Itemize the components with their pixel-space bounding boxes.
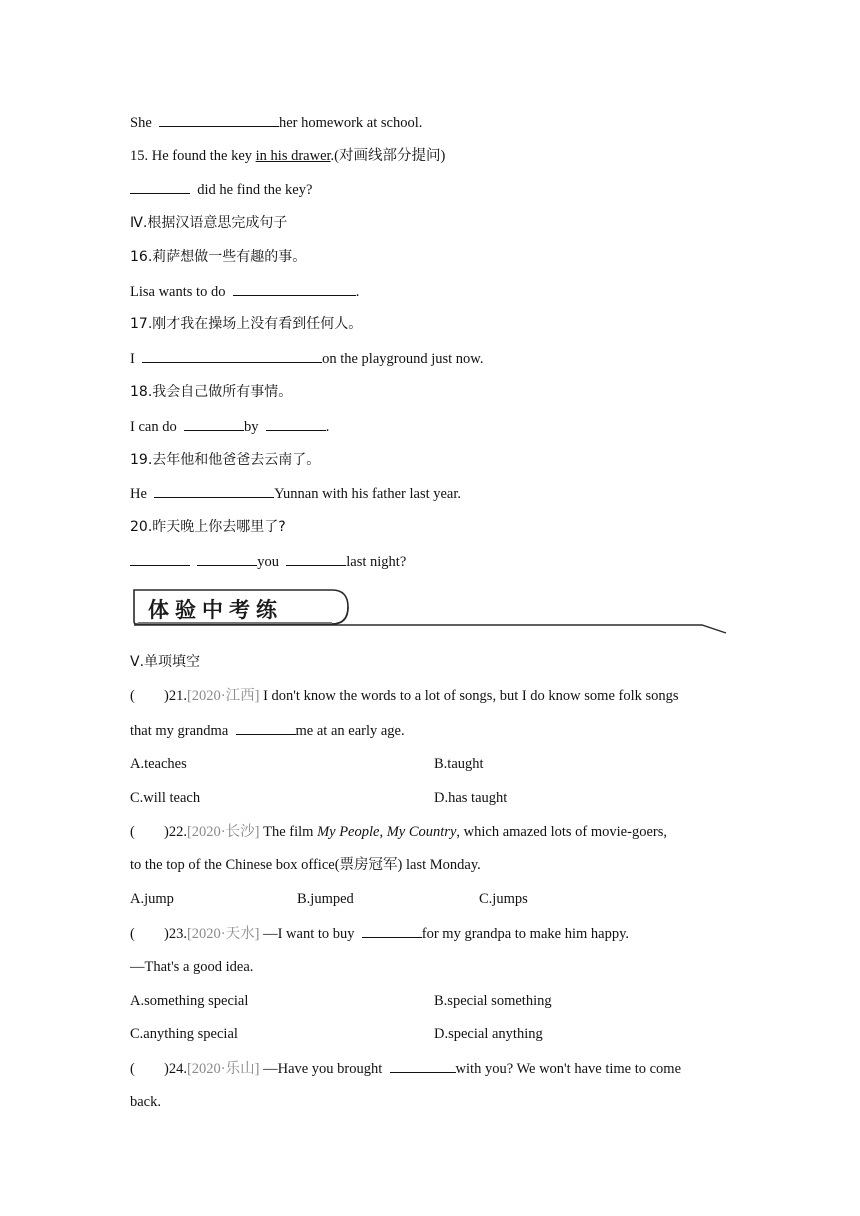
- q23-options-row-1: [130, 991, 730, 1011]
- q22-stem-line-2: to the top of the Chinese box office(票房冠军) last Monday.: [130, 857, 481, 873]
- q17-answer-line: I on the playground just now.: [130, 348, 730, 369]
- option-b[interactable]: B.special something: [434, 993, 552, 1009]
- q23-stem-line-2: —That's a good idea.: [130, 959, 254, 975]
- q20-prompt: 20.昨天晚上你去哪里了?: [130, 519, 286, 535]
- film-title: My People: [317, 824, 380, 840]
- q22-options-row: [130, 889, 730, 909]
- q19-answer-line: He Yunnan with his father last year.: [130, 483, 730, 504]
- option-a[interactable]: A.jump: [130, 891, 174, 907]
- banner-title: 体验中考练: [148, 598, 283, 622]
- option-b[interactable]: B.taught: [434, 756, 484, 772]
- answer-blank: [233, 281, 356, 296]
- option-c[interactable]: C.anything special: [130, 1026, 238, 1042]
- source-tag: [2020·乐山]: [186, 1061, 260, 1077]
- answer-blank: [266, 416, 326, 431]
- q21-stem-line-1: ( )21.[2020·江西] I don't know the words to a lot of songs, but I do know some folk songs: [130, 688, 679, 704]
- q22-stem-line-1: ( )22.[2020·长沙] The film My People, My Country, which amazed lots of movie-goers,: [130, 824, 667, 840]
- answer-blank: [286, 551, 346, 566]
- q16-answer-line: Lisa wants to do .: [130, 281, 730, 302]
- q16-prompt: 16.莉萨想做一些有趣的事。: [130, 249, 307, 265]
- section-5-heading: Ⅴ.单项填空: [130, 654, 201, 670]
- q20-answer-line: you last night?: [130, 551, 730, 572]
- film-title: My Country: [386, 824, 457, 840]
- option-a[interactable]: A.something special: [130, 993, 249, 1009]
- source-tag: [2020·江西]: [186, 688, 260, 704]
- q24-stem-line-2: back.: [130, 1094, 161, 1110]
- option-d[interactable]: D.has taught: [434, 790, 508, 806]
- q21-stem-line-2: that my grandma me at an early age.: [130, 720, 730, 741]
- answer-blank: [184, 416, 244, 431]
- exam-practice-banner: [132, 587, 732, 635]
- answer-blank: [390, 1058, 456, 1073]
- q18-answer-line: I can do by .: [130, 416, 730, 437]
- q21-options-row-2: [130, 788, 730, 808]
- option-c[interactable]: C.jumps: [479, 891, 528, 907]
- q19-prompt: 19.去年他和他爸爸去云南了。: [130, 452, 321, 468]
- option-a[interactable]: A.teaches: [130, 756, 187, 772]
- answer-blank: [154, 483, 274, 498]
- q23-options-row-2: [130, 1024, 730, 1044]
- section-4-heading: Ⅳ.根据汉语意思完成句子: [130, 215, 288, 231]
- q14-answer-line: She her homework at school.: [130, 112, 730, 133]
- answer-blank: [142, 348, 322, 363]
- option-b[interactable]: B.jumped: [297, 891, 354, 907]
- q15-prompt: 15. He found the key in his drawer.(对画线部分提问): [130, 148, 446, 164]
- option-d[interactable]: D.special anything: [434, 1026, 543, 1042]
- q18-prompt: 18.我会自己做所有事情。: [130, 384, 293, 400]
- source-tag: [2020·长沙]: [186, 824, 260, 840]
- answer-blank: [236, 720, 296, 735]
- q23-stem-line-1: ( )23.[2020·天水] —I want to buy for my grandpa to make him happy.: [130, 923, 730, 944]
- answer-blank: [362, 923, 422, 938]
- q15-answer-line: did he find the key?: [130, 179, 730, 200]
- answer-blank: [197, 551, 257, 566]
- answer-blank: [159, 112, 279, 127]
- answer-blank: [130, 551, 190, 566]
- option-c[interactable]: C.will teach: [130, 790, 201, 806]
- q21-options-row-1: [130, 754, 730, 774]
- source-tag: [2020·天水]: [186, 926, 260, 942]
- underlined-phrase: in his drawer: [255, 148, 331, 164]
- q17-prompt: 17.刚才我在操场上没有看到任何人。: [130, 316, 363, 332]
- answer-blank: [130, 179, 190, 194]
- q24-stem-line-1: ( )24.[2020·乐山] —Have you brought with you? We won't have time to come: [130, 1058, 730, 1079]
